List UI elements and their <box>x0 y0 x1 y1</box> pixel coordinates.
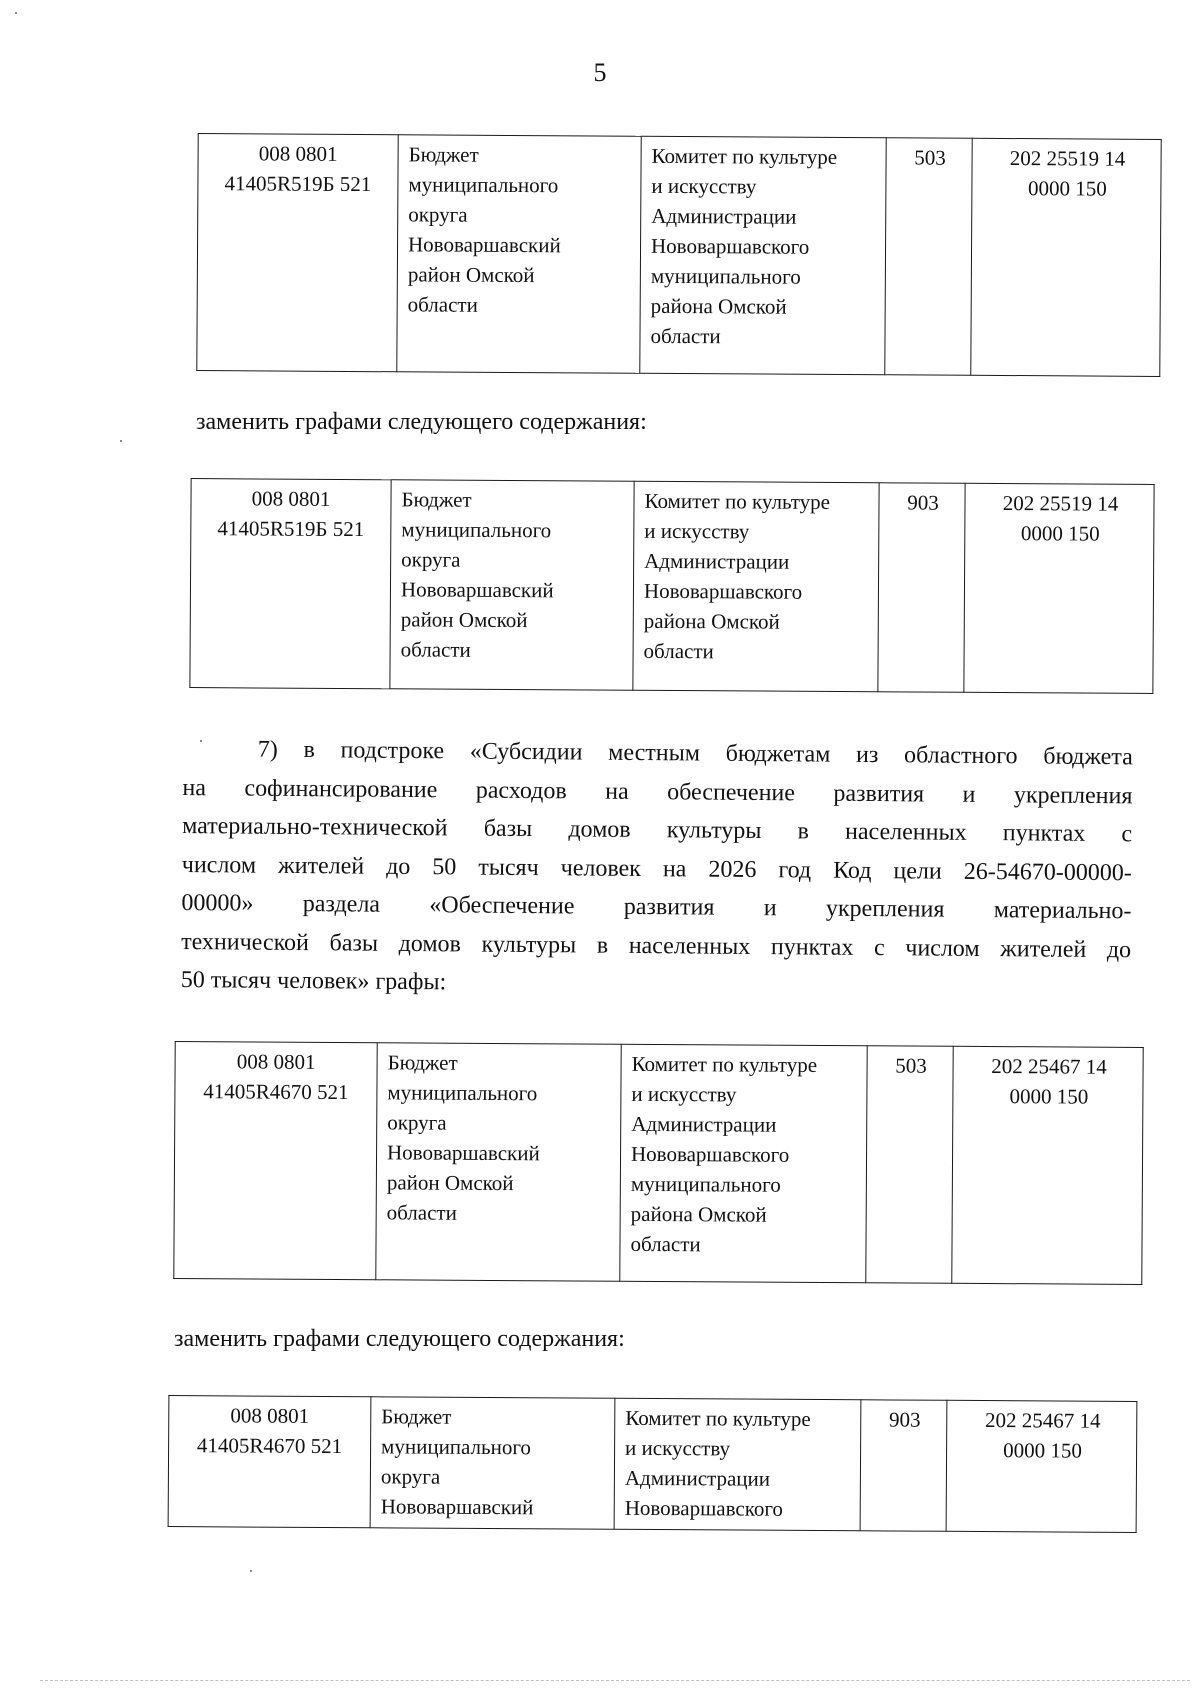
number-cell: 903 <box>878 483 965 693</box>
scan-speck <box>120 440 122 442</box>
table-row <box>168 1396 1137 1533</box>
code-cell <box>174 1042 377 1280</box>
budget-cell <box>370 1397 615 1529</box>
cell-line: области <box>643 638 714 664</box>
cell-line: Бюджет <box>381 1404 452 1429</box>
cell-line: Комитет по культуре <box>631 1051 818 1077</box>
cell-line: области <box>407 292 478 317</box>
kbk-cell <box>952 1046 1143 1284</box>
cell-line: муниципального <box>401 517 552 543</box>
code-cell <box>197 134 398 372</box>
paragraph-line: технической базы домов культуры в населенных пунктах с числом жителей до <box>181 928 1132 963</box>
cell-line: Бюджет <box>408 142 479 167</box>
table-row <box>197 134 1161 377</box>
cell-line: район Омской <box>386 1170 514 1196</box>
cell-line: округа <box>380 1464 441 1489</box>
budget-table-3 <box>173 1041 1143 1285</box>
cell-line: муниципального <box>408 172 559 198</box>
scan-speck <box>200 740 202 742</box>
cell-line: 0000 150 <box>1020 521 1100 546</box>
cell-line: округа <box>408 202 468 227</box>
cell-line: района Омской <box>643 608 780 634</box>
kbk-cell <box>964 483 1154 693</box>
cell-line: области <box>650 323 721 349</box>
cell-line: муниципального <box>650 263 801 289</box>
cell-line: 202 25467 14 <box>984 1408 1101 1433</box>
cell-line: 202 25519 14 <box>1009 146 1126 171</box>
cell-line: 0000 150 <box>1027 176 1107 201</box>
paragraph-line: 50 тысяч человек» графы: <box>180 966 447 996</box>
cell-line: и искусству <box>625 1435 731 1461</box>
table-row <box>190 479 1154 694</box>
cell-line: Бюджет <box>387 1050 458 1075</box>
cell-line: округа <box>387 1110 447 1135</box>
cell-line: района Омской <box>650 293 787 319</box>
cell-line: Нововаршавского <box>630 1141 790 1167</box>
cell-line: район Омской <box>400 607 528 633</box>
cell-line: 008 0801 <box>258 141 338 166</box>
cell-line: Нововаршавский <box>386 1140 540 1166</box>
cell-line: и искусству <box>644 518 750 544</box>
code-cell <box>168 1396 371 1528</box>
cell-line: муниципального <box>630 1171 781 1197</box>
budget-cell <box>390 480 634 690</box>
cell-line: Комитет по культуре <box>651 143 838 169</box>
cell-line: Нововаршавский <box>407 232 561 258</box>
cell-line: Комитет по культуре <box>625 1405 811 1431</box>
cell-line: 202 25519 14 <box>1002 491 1119 516</box>
cell-line: 202 25467 14 <box>991 1054 1107 1079</box>
table-row <box>174 1042 1143 1285</box>
cell-line: район Омской <box>407 262 535 288</box>
cell-line: Администрации <box>644 548 790 574</box>
cell-line: муниципального <box>381 1434 532 1460</box>
cell-line: области <box>400 637 471 662</box>
committee-cell <box>640 136 886 374</box>
cell-line: 41405R4670 521 <box>196 1433 343 1459</box>
replace-text-1: заменить графами следующего содержания: <box>196 409 647 435</box>
number-cell: 903 <box>860 1400 947 1532</box>
cell-line: 41405R519Б 521 <box>217 516 365 542</box>
paragraph-7 <box>181 730 1133 1008</box>
cell-line: Бюджет <box>401 487 472 512</box>
cell-line: Администрации <box>651 203 797 229</box>
committee-cell <box>633 481 879 691</box>
cell-line: 0000 150 <box>1009 1084 1089 1109</box>
budget-table-1 <box>196 133 1161 377</box>
cell-line: и искусству <box>651 173 757 199</box>
cell-line: и искусству <box>631 1081 737 1107</box>
cell-line: области <box>386 1200 457 1225</box>
scan-speck <box>250 1570 252 1572</box>
cell-line: 41405R4670 521 <box>203 1079 349 1105</box>
cell-line: Нововаршавского <box>650 233 810 259</box>
paragraph-line: на софинансирование расходов на обеспечение развития и укрепления <box>182 774 1133 809</box>
cell-line: муниципального <box>387 1080 538 1106</box>
paragraph-line: 7) в подстроке «Субсидии местным бюджетам из областного бюджета <box>257 736 1133 771</box>
scan-edge-line <box>40 1680 1190 1681</box>
kbk-cell <box>971 138 1161 376</box>
cell-line: 0000 150 <box>1003 1438 1083 1463</box>
cell-line: Нововаршавский <box>380 1494 534 1520</box>
cell-line: области <box>630 1231 701 1257</box>
committee-cell <box>620 1044 867 1282</box>
cell-line: 008 0801 <box>251 486 331 511</box>
number-cell: 503 <box>866 1046 953 1284</box>
cell-line: района Омской <box>630 1201 767 1227</box>
cell-line: 41405R519Б 521 <box>224 171 372 197</box>
paragraph-line: материально-технической базы домов культуры в населенных пунктах с <box>182 812 1133 848</box>
cell-line: 008 0801 <box>230 1403 310 1428</box>
cell-line: Нововаршавского <box>624 1495 784 1521</box>
cell-line: округа <box>401 547 461 572</box>
cell-line: Администрации <box>631 1111 777 1137</box>
budget-table-4 <box>168 1395 1138 1533</box>
budget-cell <box>397 135 641 373</box>
paragraph-line: числом жителей до 50 тысяч человек на 2026 год Код цели 26-54670-00000- <box>181 851 1132 886</box>
cell-line: Администрации <box>624 1465 771 1491</box>
cell-line: Нововаршавского <box>643 578 803 604</box>
page-number: 5 <box>593 58 607 87</box>
cell-line: Комитет по культуре <box>644 488 831 514</box>
replace-text-2: заменить графами следующего содержания: <box>174 1326 625 1352</box>
code-cell <box>190 479 391 689</box>
committee-cell <box>614 1398 861 1531</box>
number-cell: 503 <box>885 138 972 376</box>
budget-cell <box>376 1043 621 1281</box>
kbk-cell <box>946 1400 1137 1532</box>
paragraph-line: 00000» раздела «Обеспечение развития и укрепления материально- <box>181 889 1132 925</box>
budget-table-2 <box>189 478 1154 694</box>
cell-line: Нововаршавский <box>400 577 554 603</box>
cell-line: 008 0801 <box>236 1049 316 1074</box>
scan-speck <box>15 12 17 14</box>
